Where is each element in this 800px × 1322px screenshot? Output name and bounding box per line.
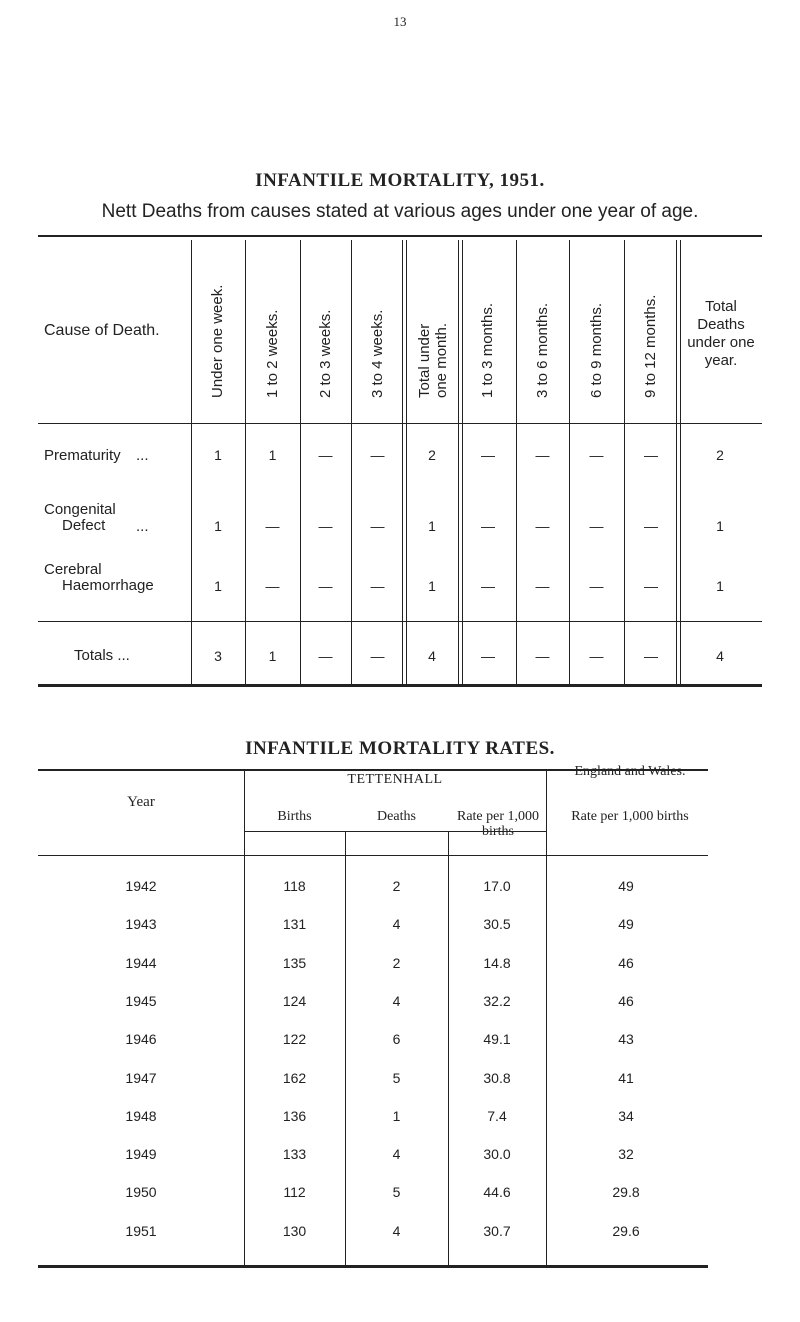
rate-header: Rate per 1,000 births bbox=[456, 809, 540, 839]
rate-row-births: 130 bbox=[282, 1222, 307, 1239]
page-title: INFANTILE MORTALITY, 1951. bbox=[255, 170, 545, 191]
table1-column-rule bbox=[458, 240, 459, 686]
rate-row-year: 1950 bbox=[125, 1184, 157, 1201]
table1-column-rule bbox=[516, 240, 517, 686]
cell-value: — bbox=[589, 578, 604, 594]
age-header: 2 to 3 weeks. bbox=[316, 309, 334, 398]
rate-row-births: 118 bbox=[283, 878, 306, 894]
cell-value: — bbox=[644, 447, 658, 463]
rate-row-year: 1942 bbox=[125, 878, 157, 894]
rate-row-deaths: 4 bbox=[392, 1222, 401, 1239]
cause-label-line: Cerebral bbox=[44, 561, 102, 578]
rate-row-year: 1948 bbox=[125, 1107, 157, 1124]
age-header: Under one week. bbox=[209, 284, 226, 398]
age-header: 3 to 6 months. bbox=[533, 302, 551, 398]
cell-value: 1 bbox=[214, 578, 222, 594]
cell-value: 1 bbox=[716, 578, 724, 594]
totals-value: — bbox=[370, 648, 385, 664]
rate-row-births: 136 bbox=[282, 1107, 307, 1124]
cell-value: — bbox=[589, 518, 604, 534]
rate-row-rate: 44.6 bbox=[483, 1184, 511, 1201]
cell-value: — bbox=[644, 578, 658, 594]
rate-row-rate: 30.5 bbox=[483, 916, 511, 933]
totals-value: 4 bbox=[716, 648, 724, 664]
rate-row-rate: 49.1 bbox=[483, 1031, 511, 1048]
cell-value: 1 bbox=[428, 578, 436, 594]
table1-column-rule bbox=[569, 240, 570, 686]
totals-value: — bbox=[644, 648, 658, 664]
cause-header: Cause of Death. bbox=[44, 322, 160, 339]
cell-value: — bbox=[370, 578, 385, 594]
cell-value: 1 bbox=[268, 447, 277, 463]
rate-row-year: 1945 bbox=[125, 992, 157, 1009]
rate-row-deaths: 5 bbox=[392, 1184, 401, 1201]
rate-row-rate: 17.0 bbox=[483, 878, 511, 894]
totals-value: 1 bbox=[268, 648, 277, 664]
header-total-under-one-month-line2: one month. bbox=[433, 322, 450, 398]
rate-row-rate: 14.8 bbox=[483, 954, 511, 971]
rate-row-births: 124 bbox=[282, 992, 307, 1009]
cell-value: — bbox=[318, 447, 333, 463]
table1-column-rule bbox=[676, 240, 677, 686]
totals-value: — bbox=[318, 648, 333, 664]
header-total-under-one-month-line1: Total under bbox=[416, 323, 433, 398]
rate-row-rate: 30.7 bbox=[483, 1222, 511, 1239]
cell-value: — bbox=[481, 578, 495, 594]
rate-row-deaths: 2 bbox=[392, 878, 401, 894]
table2-header-rule bbox=[38, 855, 708, 856]
table1-column-rule bbox=[351, 240, 352, 686]
rate-row-year: 1947 bbox=[125, 1069, 157, 1086]
england-wales-header: England and Wales. bbox=[574, 764, 686, 779]
totals-value: 3 bbox=[214, 648, 222, 664]
cause-label-line: Defect bbox=[62, 517, 106, 534]
cell-value: 1 bbox=[716, 518, 724, 534]
year-header: Year bbox=[127, 794, 155, 810]
rate-row-deaths: 2 bbox=[392, 954, 401, 971]
deaths-header: Deaths bbox=[377, 809, 416, 824]
cell-value: 1 bbox=[214, 518, 222, 534]
page-number: 13 bbox=[393, 14, 407, 29]
rate-row-deaths: 4 bbox=[392, 992, 401, 1009]
rate-row-year: 1946 bbox=[125, 1031, 157, 1048]
page-subtitle: Nett Deaths from causes stated at various ages under one year of age. bbox=[101, 201, 699, 222]
rate-row-births: 162 bbox=[282, 1069, 307, 1086]
cause-label-line: Congenital bbox=[44, 501, 116, 518]
rate-row-rate: 30.8 bbox=[483, 1069, 511, 1086]
table1-column-rule bbox=[406, 240, 407, 686]
rate-row-ew: 43 bbox=[618, 1031, 634, 1048]
cell-value: 1 bbox=[428, 518, 436, 534]
age-header: 6 to 9 months. bbox=[587, 302, 605, 398]
age-header: 3 to 4 weeks. bbox=[368, 309, 386, 398]
total-deaths-header: Total Deaths under one year. bbox=[687, 298, 755, 369]
rate-row-births: 112 bbox=[283, 1184, 306, 1201]
age-header: 9 to 12 months. bbox=[642, 294, 659, 398]
cell-value: 1 bbox=[214, 447, 222, 463]
rate-row-deaths: 6 bbox=[392, 1031, 401, 1048]
rate-row-ew: 46 bbox=[618, 992, 634, 1009]
table1-top-rule bbox=[38, 235, 762, 237]
rate-row-rate: 30.0 bbox=[483, 1146, 511, 1163]
cell-value: — bbox=[644, 518, 658, 534]
table1-column-rule bbox=[300, 240, 301, 686]
cause-label-line: ... bbox=[136, 518, 149, 535]
rate-row-year: 1951 bbox=[125, 1222, 157, 1239]
rate-row-ew: 41 bbox=[618, 1069, 634, 1086]
table1-totals-rule bbox=[38, 621, 762, 622]
table2-column-rule bbox=[546, 771, 547, 855]
rate-row-births: 135 bbox=[282, 954, 307, 971]
table1-column-rule bbox=[245, 240, 246, 686]
rate-row-births: 133 bbox=[282, 1146, 307, 1163]
table1-column-rule bbox=[402, 240, 403, 686]
totals-value: — bbox=[589, 648, 604, 664]
rate-row-rate: 7.4 bbox=[487, 1107, 507, 1124]
totals-value: — bbox=[481, 648, 495, 664]
table1-column-rule bbox=[624, 240, 625, 686]
cell-value: — bbox=[481, 447, 495, 463]
totals-value: — bbox=[535, 648, 550, 664]
cell-value: — bbox=[535, 578, 550, 594]
cause-label bbox=[44, 562, 192, 594]
rate-row-deaths: 4 bbox=[392, 916, 401, 933]
rate-row-ew: 29.6 bbox=[612, 1222, 640, 1239]
age-header: 1 to 2 weeks. bbox=[263, 309, 281, 398]
rate-row-rate: 32.2 bbox=[483, 992, 511, 1009]
cell-value: — bbox=[589, 447, 604, 463]
rate-row-year: 1943 bbox=[125, 916, 157, 933]
cell-value: 2 bbox=[716, 447, 724, 463]
rate-row-year: 1944 bbox=[125, 954, 157, 971]
rates-title: INFANTILE MORTALITY RATES. bbox=[245, 738, 555, 759]
rate-row-deaths: 4 bbox=[392, 1146, 401, 1163]
cell-value: — bbox=[370, 447, 385, 463]
rate-row-ew: 49 bbox=[618, 878, 634, 894]
cell-value: — bbox=[535, 518, 550, 534]
rate-row-deaths: 5 bbox=[392, 1069, 401, 1086]
ew-rate-header: Rate per 1,000 births bbox=[571, 809, 689, 824]
rate-row-ew: 29.8 bbox=[612, 1184, 640, 1201]
cause-label bbox=[44, 502, 192, 534]
rate-row-births: 122 bbox=[282, 1031, 307, 1048]
table2-bottom-rule bbox=[38, 1265, 708, 1268]
cause-label-line: Prematurity bbox=[44, 447, 121, 464]
rate-row-ew: 49 bbox=[618, 916, 634, 933]
births-header: Births bbox=[277, 809, 312, 824]
cell-value: — bbox=[481, 518, 495, 534]
rate-row-year: 1949 bbox=[125, 1146, 157, 1163]
table1-bottom-rule bbox=[38, 684, 762, 687]
cause-label bbox=[44, 448, 192, 464]
table1-column-rule bbox=[462, 240, 463, 686]
rate-row-ew: 46 bbox=[618, 954, 634, 971]
cause-label-line: ... bbox=[136, 447, 149, 464]
tettenhall-header: TETTENHALL bbox=[347, 772, 443, 787]
cell-value: — bbox=[318, 578, 333, 594]
rate-row-ew: 32 bbox=[618, 1146, 634, 1163]
cell-value: — bbox=[535, 447, 550, 463]
age-header: 1 to 3 months. bbox=[479, 302, 496, 398]
cell-value: 2 bbox=[428, 447, 436, 463]
totals-label: Totals ... bbox=[74, 647, 130, 664]
cause-label-line: Haemorrhage bbox=[62, 577, 154, 594]
rate-row-ew: 34 bbox=[618, 1107, 634, 1124]
cell-value: — bbox=[265, 578, 280, 594]
table1-header-rule bbox=[38, 423, 762, 424]
cell-value: — bbox=[370, 518, 385, 534]
cell-value: — bbox=[265, 518, 280, 534]
rate-row-deaths: 1 bbox=[392, 1107, 401, 1124]
cell-value: — bbox=[318, 518, 333, 534]
totals-value: 4 bbox=[428, 648, 436, 664]
rate-row-births: 131 bbox=[282, 916, 307, 933]
